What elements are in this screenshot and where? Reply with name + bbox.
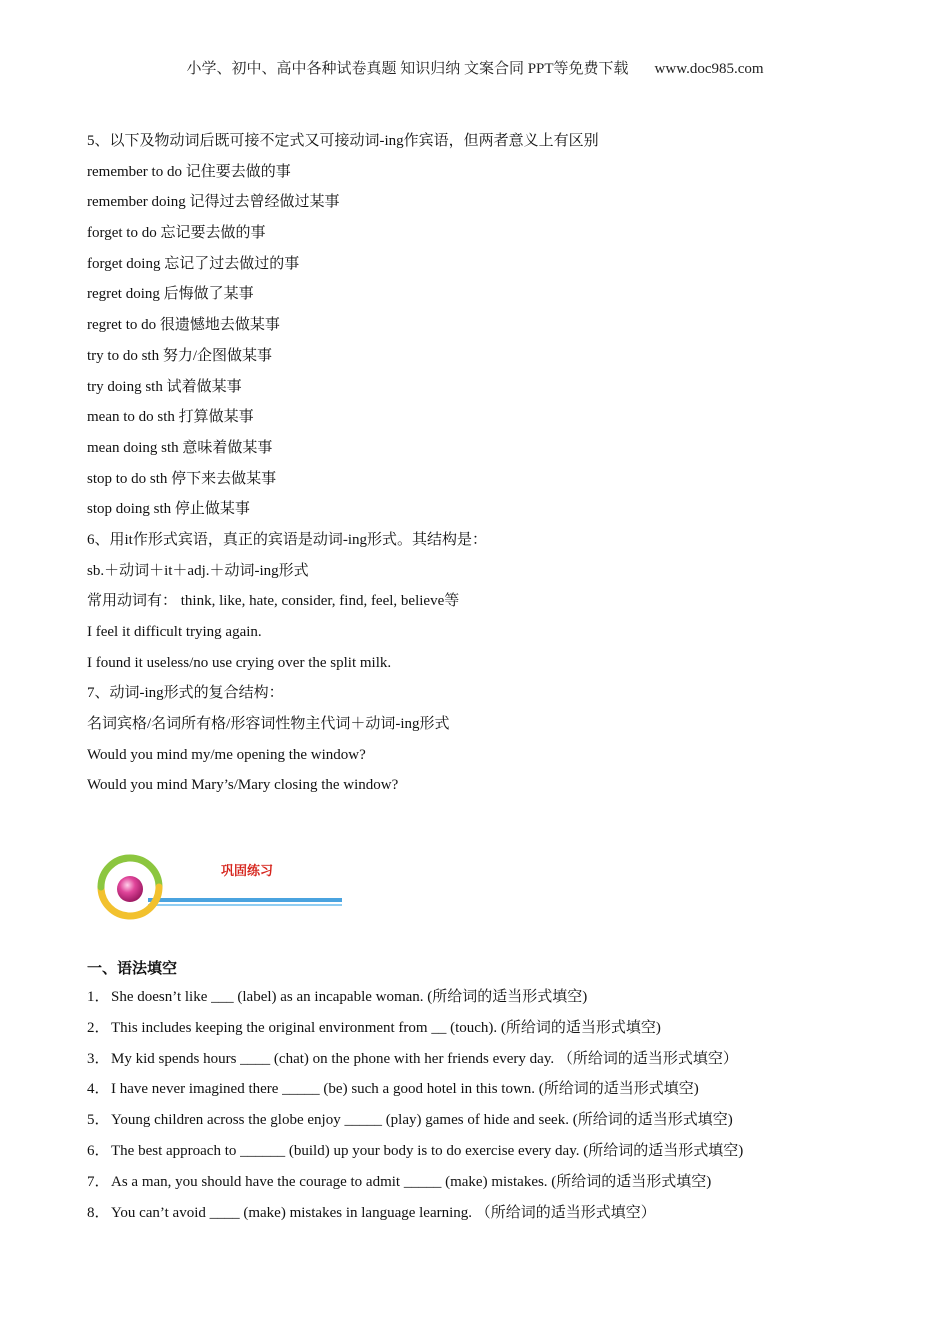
exercise-item xyxy=(87,1140,907,1171)
note-line: forget doing 忘记了过去做过的事 xyxy=(87,255,300,272)
exercise-number: 7． xyxy=(87,1173,110,1190)
note-line: sb.＋动词＋it＋adj.＋动词-ing形式 xyxy=(87,562,309,579)
note-line: forget to do 忘记要去做的事 xyxy=(87,225,266,242)
exercise-number: 5． xyxy=(87,1112,110,1129)
note-line: mean to do sth 打算做某事 xyxy=(87,409,254,426)
exercise-item xyxy=(87,1109,907,1140)
note-line: stop to do sth 停下来去做某事 xyxy=(87,470,277,487)
note-line: try to do sth 努力/企图做某事 xyxy=(87,347,273,364)
exercise-text: She doesn’t like ___ (label) as an incapable woman. (所给词的适当形式填空) xyxy=(111,989,588,1005)
note-line: 5、以下及物动词后既可接不定式又可接动词-ing作宾语，但两者意义上有区别 xyxy=(87,133,599,149)
exercise-number: 4． xyxy=(87,1081,110,1098)
exercise-number: 1． xyxy=(87,989,110,1005)
note-line: stop doing sth 停止做某事 xyxy=(87,501,250,518)
exercise-text: The best approach to ______ (build) up your body is to do exercise every day. (所给词的适当形式填空) xyxy=(111,1142,744,1159)
note-line: I feel it difficult trying again. xyxy=(87,624,262,640)
note-line: regret to do 很遗憾地去做某事 xyxy=(87,317,280,334)
grammar-notes xyxy=(87,130,887,805)
page-header xyxy=(0,57,950,78)
note-line: mean doing sth 意味着做某事 xyxy=(87,439,273,456)
exercise-number: 3． xyxy=(87,1050,110,1067)
exercise-item xyxy=(87,1048,907,1079)
exercise-item xyxy=(87,1078,907,1109)
exercise-text: This includes keeping the original environment from __ (touch). (所给词的适当形式填空) xyxy=(111,1019,661,1036)
exercise-item xyxy=(87,1171,907,1202)
banner-label: 巩固练习 xyxy=(221,864,274,879)
exercise-item xyxy=(87,986,907,1017)
note-line: remember doing 记得过去曾经做过某事 xyxy=(87,194,340,211)
note-line: remember to do 记住要去做的事 xyxy=(87,163,291,180)
note-line: regret doing 后悔做了某事 xyxy=(87,286,254,303)
note-line: try doing sth 试着做某事 xyxy=(87,378,242,395)
note-line: Would you mind Mary’s/Mary closing the window? xyxy=(87,777,399,794)
note-line: I found it useless/no use crying over the split milk. xyxy=(87,654,392,671)
exercise-item xyxy=(87,1202,907,1233)
exercise-text: My kid spends hours ____ (chat) on the phone with her friends every day. （所给词的适当形式填空） xyxy=(111,1050,738,1067)
exercise-number: 6． xyxy=(87,1142,110,1159)
exercise-text: You can’t avoid ____ (make) mistakes in language learning. （所给词的适当形式填空） xyxy=(111,1204,656,1221)
practice-banner xyxy=(96,852,346,922)
banner-ring-icon xyxy=(96,852,346,922)
exercise-text: Young children across the globe enjoy _____ (play) games of hide and seek. (所给词的适当形式填空) xyxy=(111,1112,733,1129)
note-line: 常用动词有： think, like, hate, consider, find, feel, believe等 xyxy=(87,593,460,610)
exercise-list xyxy=(87,986,907,1232)
exercise-text: As a man, you should have the courage to admit _____ (make) mistakes. (所给词的适当形式填空) xyxy=(111,1173,712,1190)
exercise-number: 2． xyxy=(87,1019,110,1036)
exercise-number: 8． xyxy=(87,1204,110,1221)
header-text: 小学、初中、高中各种试卷真题 知识归纳 文案合同 PPT等免费下载 xyxy=(186,61,629,77)
header-site-link[interactable]: www.doc985.com xyxy=(654,61,764,77)
exercise-text: I have never imagined there _____ (be) such a good hotel in this town. (所给词的适当形式填空) xyxy=(111,1081,699,1098)
note-line: 6、用it作形式宾语，真正的宾语是动词-ing形式。其结构是： xyxy=(87,531,488,548)
exercise-item xyxy=(87,1017,907,1048)
note-line: Would you mind my/me opening the window? xyxy=(87,746,366,763)
note-line: 7、动词-ing形式的复合结构： xyxy=(87,685,284,702)
banner-ball-icon xyxy=(117,876,143,902)
section-title: 一、语法填空 xyxy=(87,959,178,977)
note-line: 名词宾格/名词所有格/形容词性物主代词＋动词-ing形式 xyxy=(87,716,450,733)
